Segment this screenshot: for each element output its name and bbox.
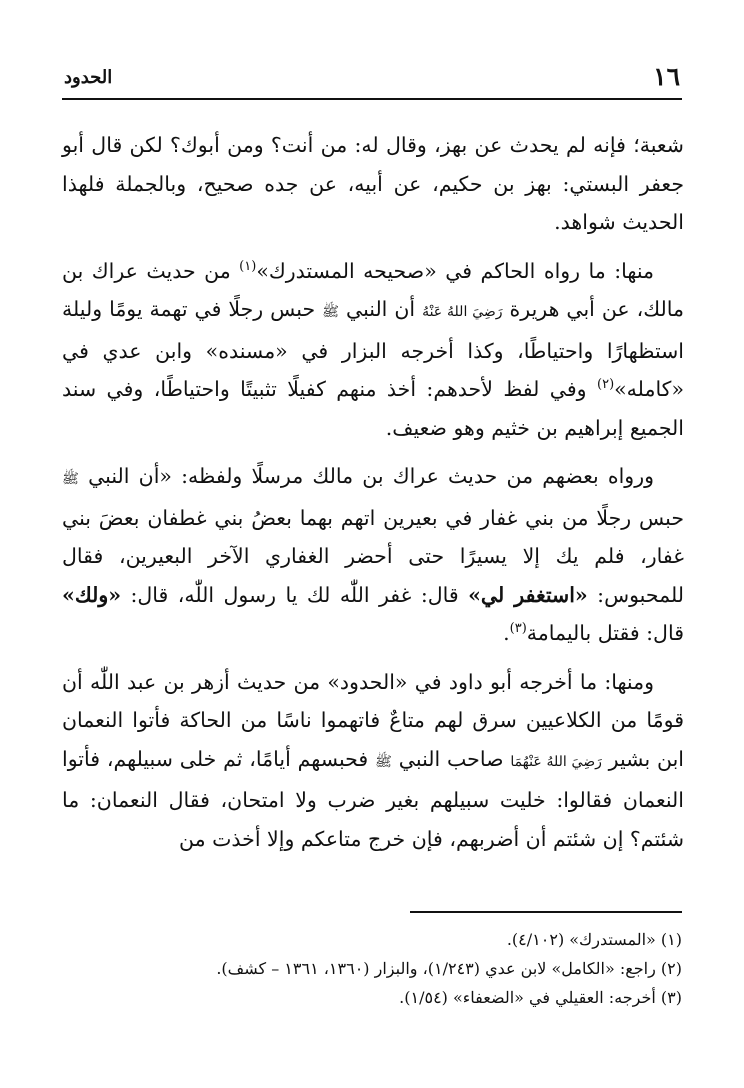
text-run: ورواه بعضهم من حديث عراك بن مالك مرسلًا ولفظه: «أن النبي xyxy=(78,464,654,488)
page-number: ١٦ xyxy=(653,62,680,91)
text-run: فحبسهم أيامًا، ثم خلى سبيلهم، فأتوا النعمان فقالوا: خليت سبيلهم بغير ضرب ولا امتحان، فقال النعمان: ما شئتم؟ إن شئتم أن أضربهم، فإن خرج متاعكم وإلا أخذت من xyxy=(62,746,684,851)
text-run: حبس رجلًا من بني غفار في بعيرين اتهم بهما بعضُ بني غطفان بعضَ بني غفار، فلم يك إلا يسيرًا حتى أحضر الغفاري الآخر البعيرين، فقال للمحبوس: xyxy=(62,505,684,607)
honorific: ﷺ xyxy=(322,304,340,320)
text-run: حبس رجلًا في تهمة يومًا وليلة استظهارًا واحتياطًا، وكذا أخرجه البزار في «مسنده» وابن عدي في «كامله» xyxy=(62,297,684,401)
paragraph xyxy=(62,457,684,653)
text-run: وفي لفظ لأحدهم: أخذ منهم كفيلًا تثبيتًا واحتياطًا، وفي سند الجميع إبراهيم بن خثيم وهو ضعيف. xyxy=(62,377,684,440)
text-run: منها: ما رواه الحاكم في «صحيحه المستدرك» xyxy=(256,258,654,283)
main-text xyxy=(62,126,684,858)
header-rule xyxy=(62,98,682,100)
footnote-2: (٢) راجع: «الكامل» لابن عدي (١/٢٤٣)، والبزار (١٣٦٠، ١٣٦١ – كشف). xyxy=(216,959,682,978)
text-run: شعبة؛ فإنه لم يحدث عن بهز، وقال له: من أنت؟ ومن أبوك؟ لكن قال أبو جعفر البستي: بهز بن حكيم، عن أبيه، عن جده صحيح، وبالجملة فلهذا الحديث شواهد. xyxy=(62,133,684,234)
footnotes xyxy=(62,925,682,1012)
text-run: من حديث عراك بن مالك، عن أبي هريرة xyxy=(62,258,684,321)
honorific: رَضِيَ اللهُ عَنْهُ xyxy=(422,304,503,320)
text-run: . xyxy=(503,621,510,645)
paragraph xyxy=(62,126,684,242)
honorific: رَضِيَ اللهُ عَنْهُمَا xyxy=(510,753,602,770)
footnote-separator xyxy=(410,911,682,913)
running-title: الحدود xyxy=(64,67,113,88)
text-run: قال: فقتل باليمامة xyxy=(526,621,684,645)
paragraph xyxy=(62,252,684,448)
paragraph xyxy=(62,663,684,859)
honorific: ﷺ xyxy=(375,753,392,770)
footnote-ref: (٣) xyxy=(509,621,527,637)
quoted-saying: «ولك» xyxy=(62,582,122,607)
footnote-3: (٣) أخرجه: العقيلي في «الضعفاء» (١/٥٤). xyxy=(399,988,682,1007)
footnote-1: (١) «المستدرك» (٤/١٠٢). xyxy=(506,930,682,949)
text-run: قال: غفر اللّٰه لك يا رسول اللّٰه، قال: xyxy=(121,582,469,607)
honorific: ﷺ xyxy=(62,471,79,487)
text-run: ومنها: ما أخرجه أبو داود في «الحدود» من حديث أزهر بن عبد اللّٰه أن قومًا من الكلاعيين سرق لهم متاعٌ فاتهموا ناسًا من الحاكة فأتوا النعمان ابن بشير xyxy=(62,669,684,771)
text-run: صاحب النبي xyxy=(391,746,511,771)
quoted-saying: «استغفر لي» xyxy=(468,582,588,607)
footnote-ref: (٢) xyxy=(597,377,615,393)
footnote-ref: (١) xyxy=(239,258,257,274)
page-header xyxy=(62,62,682,100)
text-run: أن النبي xyxy=(339,297,423,321)
